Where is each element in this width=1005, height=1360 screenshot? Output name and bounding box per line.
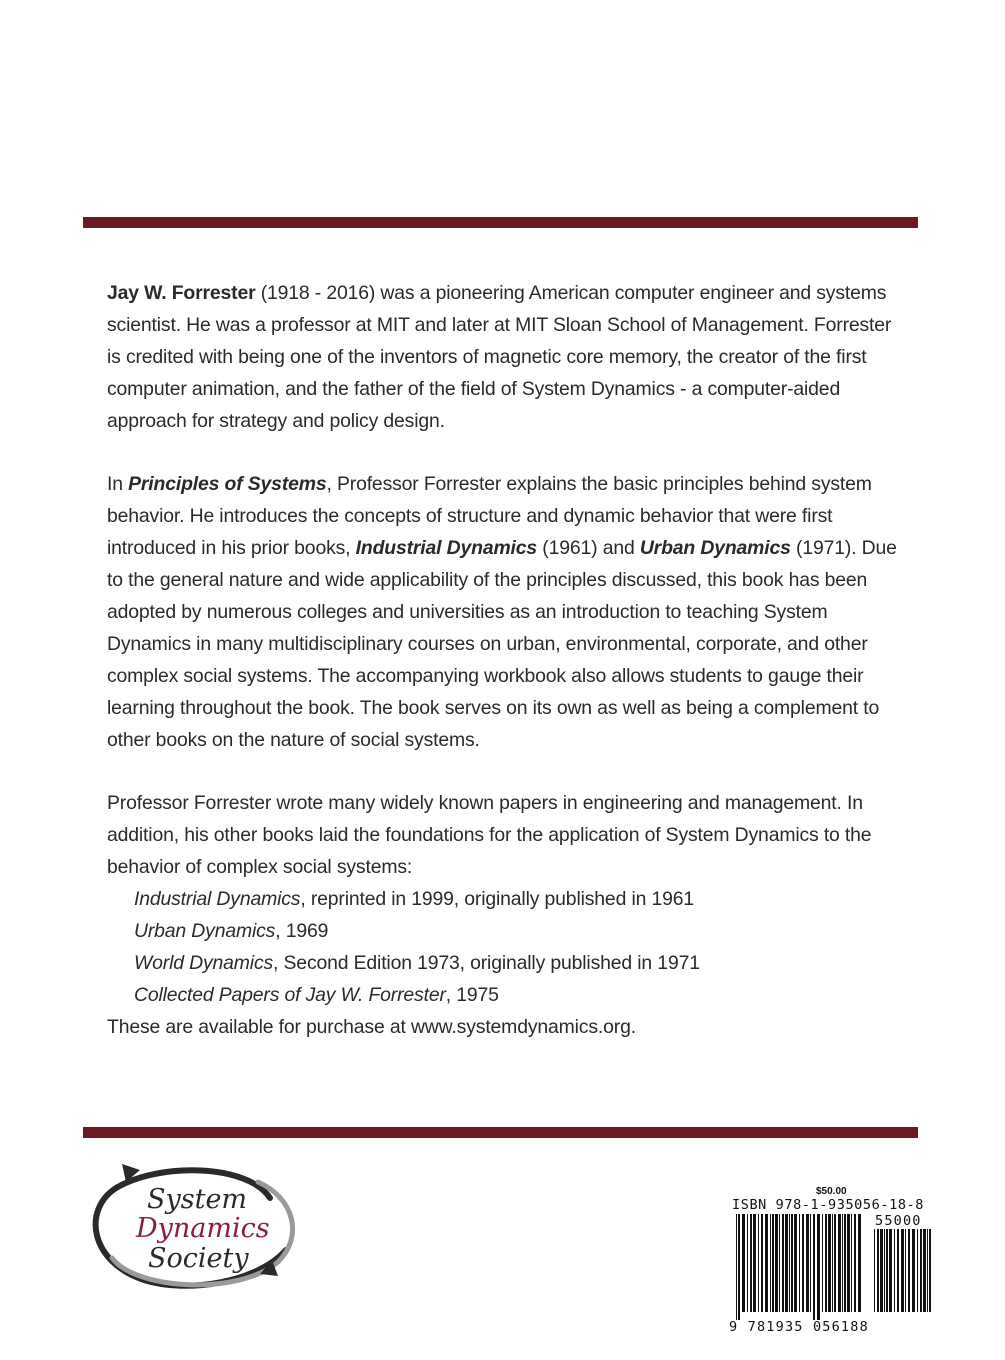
barcode-bar (750, 1214, 752, 1312)
barcode-bar (854, 1214, 856, 1312)
barcode-bar (897, 1229, 899, 1312)
barcode-bar (874, 1229, 875, 1312)
barcode-bar (912, 1229, 915, 1312)
barcode-bar (822, 1214, 823, 1312)
logo-line-system: System (147, 1184, 248, 1215)
barcode-addon-bars (874, 1229, 935, 1320)
barcode-bar (927, 1229, 928, 1312)
availability-note: These are available for purchase at www.systemdynamics.org. (107, 1016, 636, 1038)
other-works-intro: Professor Forrester wrote many widely known papers in engineering and management. In addition, his other books laid the foundations for the application of System Dynamics to the behavior of complex social systems: (107, 792, 872, 878)
barcode-bar (810, 1214, 811, 1312)
barcode-bar (901, 1229, 904, 1312)
barcode-bar (794, 1214, 797, 1312)
book-description-paragraph (107, 468, 907, 756)
barcode-bar (828, 1214, 831, 1312)
book-list-item (107, 947, 907, 979)
barcode-bar (838, 1214, 841, 1312)
book-list-item (107, 979, 907, 1011)
description-text-b: (1961) and (537, 537, 640, 559)
barcode-bar (758, 1214, 759, 1312)
urban-dynamics-title: Urban Dynamics (639, 537, 791, 559)
barcode-bar (894, 1229, 895, 1312)
barcode-bar (789, 1214, 790, 1312)
barcode-bar (753, 1214, 756, 1312)
barcode-bar (908, 1229, 910, 1312)
barcode-bar (772, 1214, 774, 1312)
barcode-bar (842, 1214, 843, 1312)
system-dynamics-society-logo (88, 1158, 298, 1298)
book-list-title: Collected Papers of Jay W. Forrester (134, 984, 446, 1006)
barcode-bar (929, 1229, 931, 1312)
book-list (107, 883, 907, 1011)
barcode-bar (779, 1214, 780, 1312)
barcode-bar (923, 1229, 926, 1312)
barcode-bar (765, 1214, 768, 1312)
barcode-bar (834, 1214, 836, 1312)
logo-wordmark (88, 1158, 298, 1298)
book-list-item (107, 883, 907, 915)
barcode-bar (813, 1214, 815, 1320)
barcode-bar (736, 1214, 737, 1320)
barcode-bar (917, 1229, 918, 1312)
book-list-detail: , 1975 (445, 984, 499, 1006)
barcode-bar (742, 1214, 745, 1312)
barcode-bar (905, 1229, 906, 1312)
barcode-bar (785, 1214, 788, 1312)
barcode-digits: 9 781935 056188 (729, 1319, 869, 1335)
description-text-a: , Professor Forrester explains the basic principles behind system behavior. He introduces the concepts of structure and dynamic behavior that were first introduced in his prior books, (107, 473, 872, 559)
back-cover-text (107, 277, 907, 1043)
logo-line-society: Society (148, 1243, 249, 1274)
barcode-bar (799, 1214, 800, 1312)
barcode-bar (920, 1229, 922, 1312)
barcode-bar (802, 1214, 804, 1312)
other-works-section (107, 787, 907, 1043)
isbn-label: ISBN 978-1-935056-18-8 (732, 1197, 925, 1213)
barcode-bar (825, 1214, 827, 1312)
barcode-bar (770, 1214, 771, 1312)
barcode-bar (782, 1214, 784, 1312)
barcode-bar (844, 1214, 846, 1312)
book-list-detail: , Second Edition 1973, originally published in 1971 (273, 952, 700, 974)
book-list-title: World Dynamics (134, 952, 274, 974)
barcode-bar (806, 1214, 809, 1312)
barcode-bar (858, 1214, 861, 1312)
barcode-bar (761, 1214, 763, 1312)
book-list-detail: , reprinted in 1999, originally published in 1961 (300, 888, 695, 910)
barcode-bar (817, 1214, 820, 1320)
bottom-divider-rule (83, 1127, 918, 1138)
author-bio-text: (1918 - 2016) was a pioneering American computer engineer and systems scientist. He was a professor at MIT and later at MIT Sloan School of Management. Forrester is credited with being one of the inventors of magnetic core memory, the creator of the first computer animation, and the father of the field of System Dynamics - a computer-aided approach for strategy and policy design. (107, 282, 892, 432)
description-prefix: In (107, 473, 129, 495)
barcode-bar (775, 1214, 778, 1312)
top-divider-rule (83, 217, 918, 228)
book-list-detail: , 1969 (275, 920, 329, 942)
barcode-bar (851, 1214, 852, 1312)
barcode-bar (877, 1229, 879, 1312)
book-list-title: Industrial Dynamics (134, 888, 301, 910)
book-list-title: Urban Dynamics (134, 920, 276, 942)
author-bio-paragraph (107, 277, 907, 437)
barcode-bar (747, 1214, 748, 1312)
isbn-barcode (736, 1214, 864, 1320)
barcode-bar (886, 1229, 888, 1312)
book-list-item (107, 915, 907, 947)
barcode-bar (880, 1229, 883, 1312)
book-title: Principles of Systems (128, 473, 327, 495)
industrial-dynamics-title: Industrial Dynamics (355, 537, 538, 559)
barcode-bar (889, 1229, 892, 1312)
barcode-addon-digits: 55000 (875, 1213, 922, 1229)
price-label: $50.00 (816, 1186, 847, 1197)
barcode-bar (738, 1214, 740, 1320)
author-name: Jay W. Forrester (107, 282, 256, 304)
barcode-bar (847, 1214, 850, 1312)
barcode-bar (832, 1214, 833, 1312)
barcode-bar (791, 1214, 793, 1312)
description-text-c: (1971). Due to the general nature and wide applicability of the principles discussed, this book has been adopted by numerous colleges and universities as an introduction to teaching System Dynamics in many multidisciplinary courses on urban, environmental, corporate, and other complex social systems. The accompanying workbook also allows students to gauge their learning throughout the book. The book serves on its own as well as being a complement to other books on the nature of social systems. (107, 537, 897, 751)
logo-line-dynamics: Dynamics (136, 1213, 270, 1244)
barcode-bar (884, 1229, 885, 1312)
